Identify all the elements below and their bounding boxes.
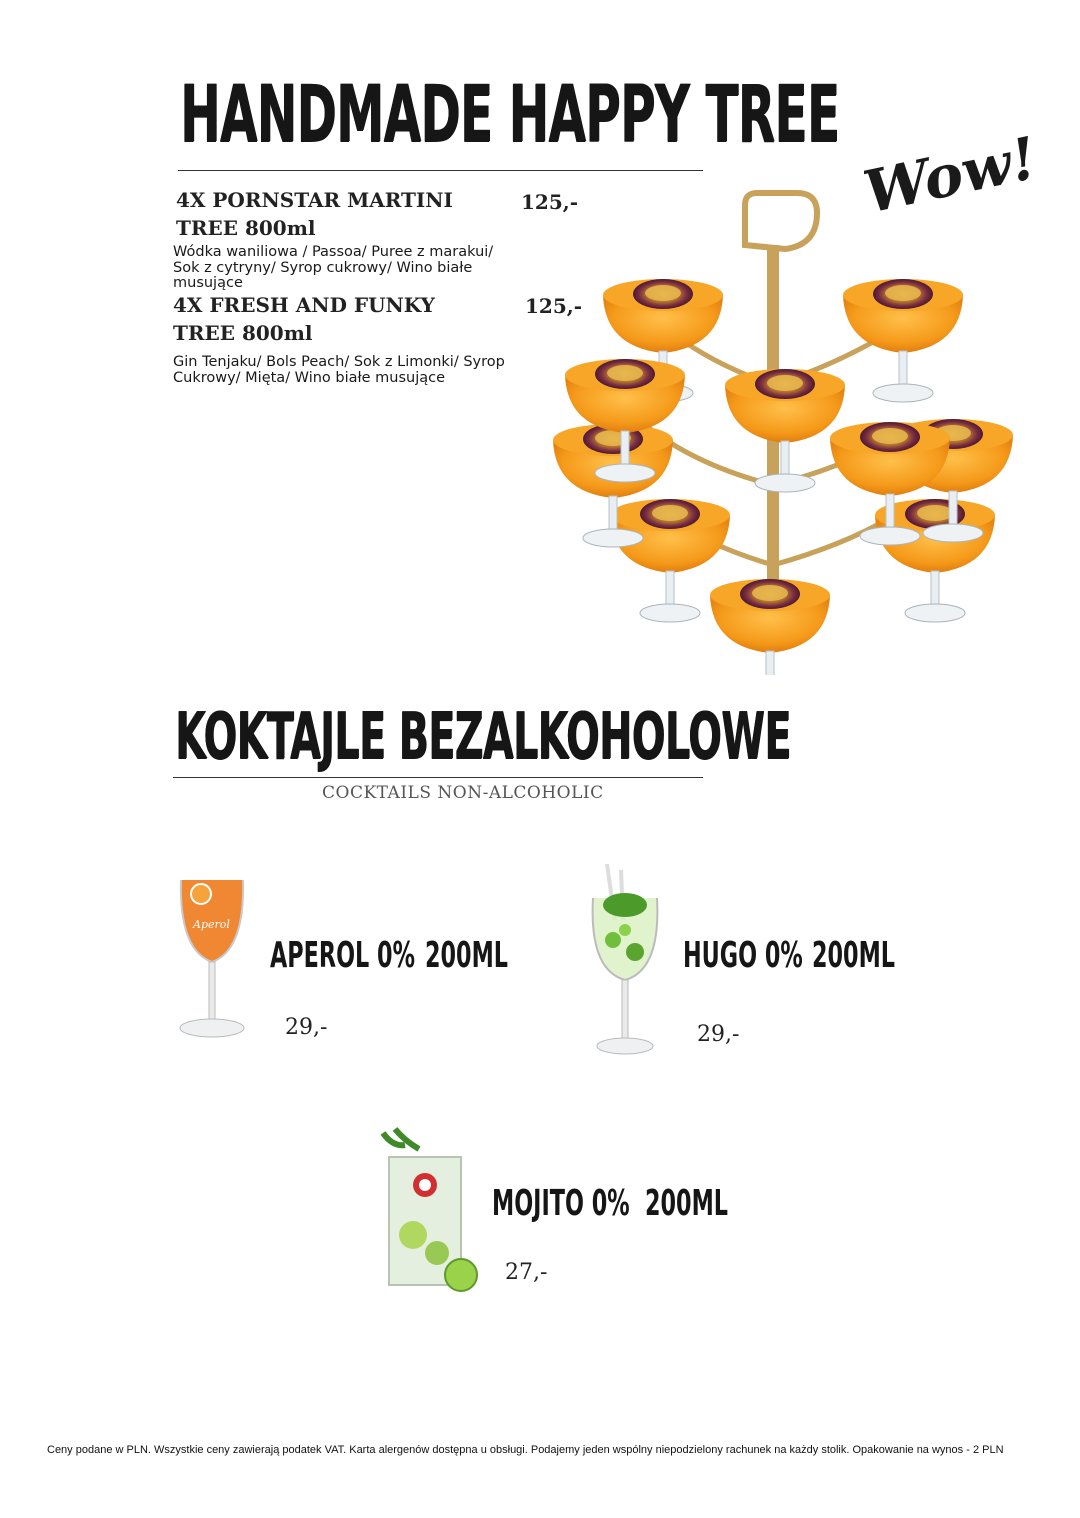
description-line: musujące: [173, 275, 243, 291]
section-title-nonalcoholic: KOKTAJLE BEZALKOHOLOWE: [175, 700, 791, 774]
tree-item-2-description: [173, 355, 505, 386]
drink-1-name: APEROL 0%: [270, 935, 415, 976]
aperol-glass-image: [175, 870, 250, 1045]
tree-item-1-name-line2: TREE 800ml: [176, 216, 316, 240]
drink-3-price: 27,-: [505, 1260, 548, 1285]
tree-item-1-name-line1: 4X PORNSTAR MARTINI: [176, 188, 453, 212]
tree-item-1-description: [173, 245, 493, 292]
drink-3-name: MOJITO 0%: [492, 1183, 630, 1224]
drink-2-price: 29,-: [697, 1022, 740, 1047]
mojito-glass-image: [375, 1125, 485, 1295]
description-line: Gin Tenjaku/ Bols Peach/ Sok z Limonki/ Syrop: [173, 354, 505, 370]
drink-2-volume: 200ML: [812, 935, 896, 976]
footer-note: Ceny podane w PLN. Wszystkie ceny zawierają podatek VAT. Karta alergenów dostępna u obsługi. Podajemy jeden wspólny niepodzielony rachunek na każdy stolik. Opakowanie na wynos - 2 PLN: [47, 1444, 1004, 1456]
svg-text:Aperol: Aperol: [193, 918, 230, 931]
tree-item-2-name-line1: 4X FRESH AND FUNKY: [173, 293, 435, 317]
tree-item-2-price: 125,-: [525, 294, 583, 318]
drink-1-price: 29,-: [285, 1015, 328, 1040]
section-title-happy-tree: HANDMADE HAPPY TREE: [180, 70, 840, 160]
cocktail-tree-image: [535, 185, 1025, 675]
drink-3-volume: 200ML: [645, 1183, 729, 1224]
description-line: Cukrowy/ Mięta/ Wino białe musujące: [173, 369, 446, 386]
drink-2-name: HUGO 0%: [683, 935, 803, 976]
description-line: Sok z cytryny/ Syrop cukrowy/ Wino białe: [173, 259, 473, 276]
hugo-glass-image: [585, 860, 665, 1060]
title-underline: [178, 170, 703, 171]
tree-item-2-name-line2: TREE 800ml: [173, 321, 313, 345]
tree-item-1-price: 125,-: [521, 190, 579, 214]
description-line: Wódka waniliowa / Passoa/ Puree z marakui/: [173, 244, 494, 260]
drink-1-volume: 200ML: [425, 935, 509, 976]
wow-handwritten: Wow!: [858, 123, 1043, 227]
section-subtitle: COCKTAILS NON-ALCOHOLIC: [322, 783, 604, 803]
title-underline: [173, 777, 703, 778]
